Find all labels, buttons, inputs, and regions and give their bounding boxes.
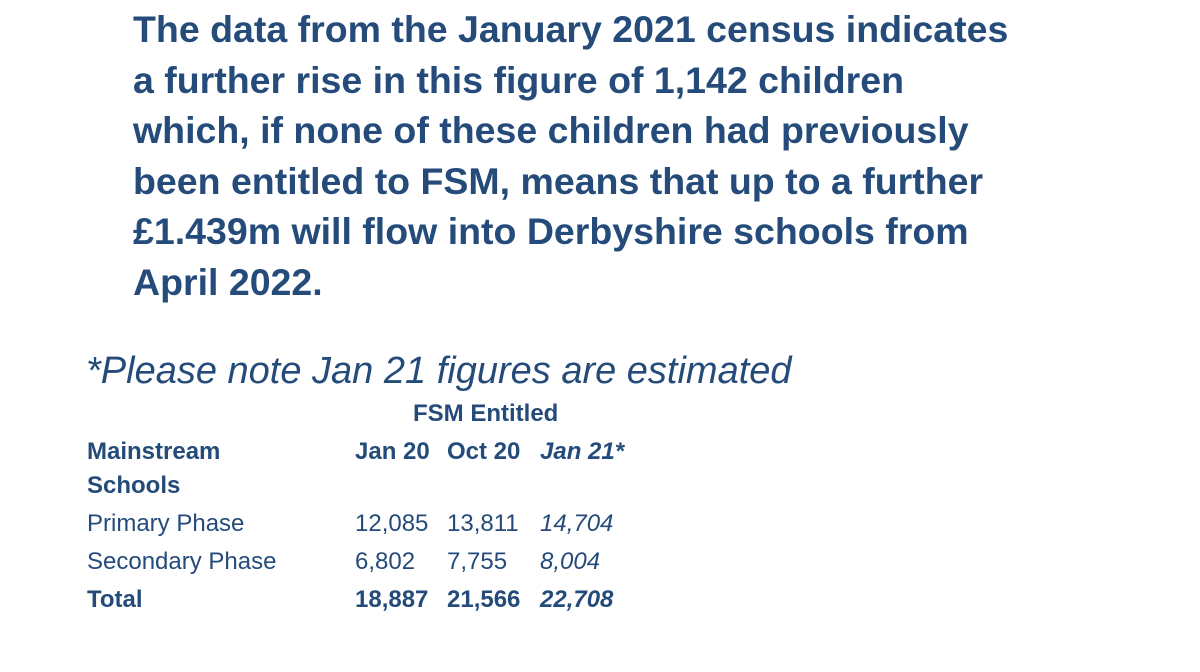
table-row-header: Schools [87, 472, 181, 499]
column-header: Jan 21* [540, 438, 625, 465]
row-label: Primary Phase [87, 510, 245, 537]
row-label: Total [87, 586, 143, 613]
table-group-header: FSM Entitled [413, 400, 559, 427]
table-cell: 18,887 [355, 586, 429, 613]
table-cell: 8,004 [540, 548, 601, 575]
estimate-note: *Please note Jan 21 figures are estimated [86, 350, 792, 392]
table-cell: 12,085 [355, 510, 429, 537]
table-cell: 7,755 [447, 548, 508, 575]
headline-line: £1.439m will flow into Derbyshire schools from [133, 210, 969, 252]
headline-line: April 2022. [133, 260, 323, 303]
headline-line: The data from the January 2021 census indicates [133, 8, 1009, 50]
column-header: Jan 20 [355, 438, 430, 465]
headline-line: a further rise in this figure of 1,142 children [133, 58, 905, 101]
table-row-header: Mainstream [87, 438, 221, 465]
table-cell: 21,566 [447, 586, 521, 613]
headline-line: which, if none of these children had previously [133, 109, 969, 151]
row-label: Secondary Phase [87, 548, 277, 575]
headline-paragraph [133, 4, 1193, 307]
table-cell: 14,704 [540, 510, 614, 537]
table-cell: 6,802 [355, 548, 416, 575]
table-cell: 13,811 [447, 510, 519, 537]
column-header: Oct 20 [447, 438, 521, 465]
headline-line: been entitled to FSM, means that up to a further [133, 159, 984, 202]
table-cell: 22,708 [540, 586, 614, 613]
